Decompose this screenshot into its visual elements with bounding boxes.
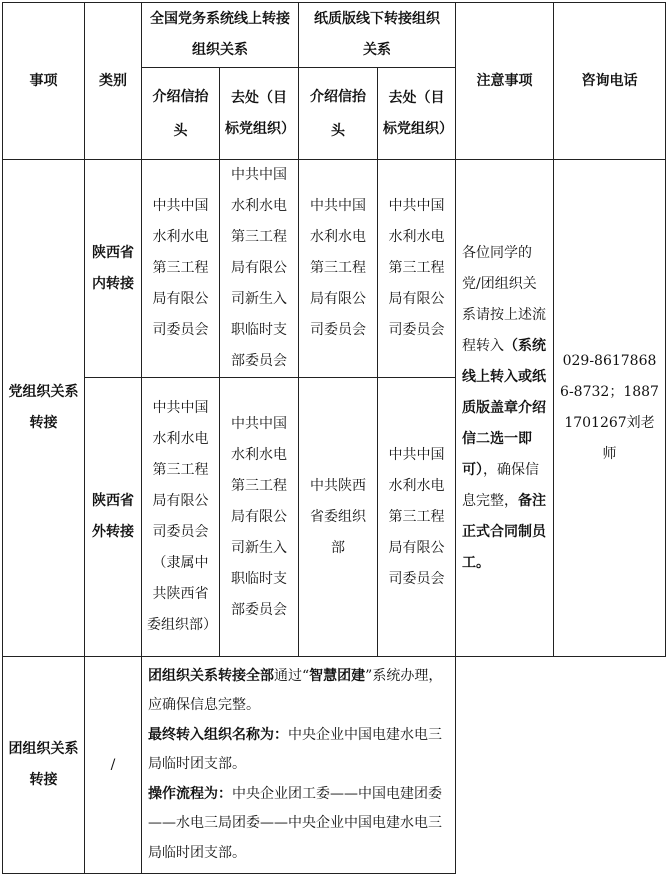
party-in-online-letter: 中共中国水利水电第三工程局有限公司委员会 [142,160,220,378]
header-offline-group [299,3,456,68]
team-line-3 [148,780,449,869]
team-instructions [142,657,456,874]
team-line-1-b: ”系统办理，应确保信息完整。 [148,667,443,714]
party-out-offline-letter: 中共陕西省委组织部 [299,378,378,657]
header-letter-head [142,68,220,160]
header-online-group-text: 全国党务系统线上转接组织关系 [150,11,290,58]
header-row-1 [3,3,666,68]
notes-part-2: （系统线上转入或纸质版盖章介绍信二选一即可） [462,337,546,478]
header-destination-2: 去处（目标党组织） [378,68,456,160]
team-line-1 [148,662,449,721]
party-out-category: 陕西省外转接 [85,378,142,657]
party-item: 党组织关系转接 [3,160,85,657]
header-category: 类别 [85,3,142,160]
team-line-2 [148,721,449,780]
header-online-group [142,3,299,68]
team-line-1-bold2: 智慧团建 [309,667,366,684]
header-phone: 咨询电话 [554,3,666,160]
team-item: 团组织关系转接 [3,657,85,874]
party-in-offline-letter: 中共中国水利水电第三工程局有限公司委员会 [299,160,378,378]
header-letter-head-2 [299,68,378,160]
party-out-offline-dest: 中共中国水利水电第三工程局有限公司委员会 [378,378,456,657]
team-line-3-bold: 操作流程为： [148,785,232,802]
party-notes [456,160,554,657]
transfer-table [2,2,666,874]
notes-part-3: ，确保信息完整， [462,461,539,509]
team-line-2-text: 中央企业中国电建水电三局临时团支部。 [148,726,442,773]
header-item: 事项 [3,3,85,160]
header-destination: 去处（目标党组织） [220,68,299,160]
party-in-province-row [3,160,666,378]
header-letter-head-2-text: 介绍信抬头 [310,88,366,139]
notes-part-4: 备注正式合同制员工。 [462,492,546,571]
team-category: / [85,657,142,874]
header-letter-head-text: 介绍信抬头 [152,88,209,139]
party-in-offline-dest: 中共中国水利水电第三工程局有限公司委员会 [378,160,456,378]
notes-part-1: 各位同学的党/团组织关系请按上述流程转入 [462,244,546,354]
header-offline-group-text: 纸质版线下转接组织关系 [314,11,440,58]
header-notes: 注意事项 [456,3,554,160]
team-line-3-text: 中央企业团工委——中国电建团委——水电三局团委——中央企业中国电建水电三局临时团支部。 [148,785,442,861]
party-phone: 029-86178686-8732；18871701267刘老师 [554,160,666,657]
party-in-category: 陕西省内转接 [85,160,142,378]
party-out-online-letter: 中共中国水利水电第三工程局有限公司委员会（隶属中共陕西省委组织部） [142,378,220,657]
team-row [3,657,666,874]
party-out-online-dest: 中共中国水利水电第三工程局有限公司新生入职临时支部委员会 [220,378,299,657]
team-line-2-bold: 最终转入组织名称为： [148,726,288,743]
team-line-1-a: 通过“ [274,667,310,684]
party-in-online-dest: 中共中国水利水电第三工程局有限公司新生入职临时支部委员会 [220,160,299,378]
team-line-1-bold: 团组织关系转接全部 [148,667,274,684]
